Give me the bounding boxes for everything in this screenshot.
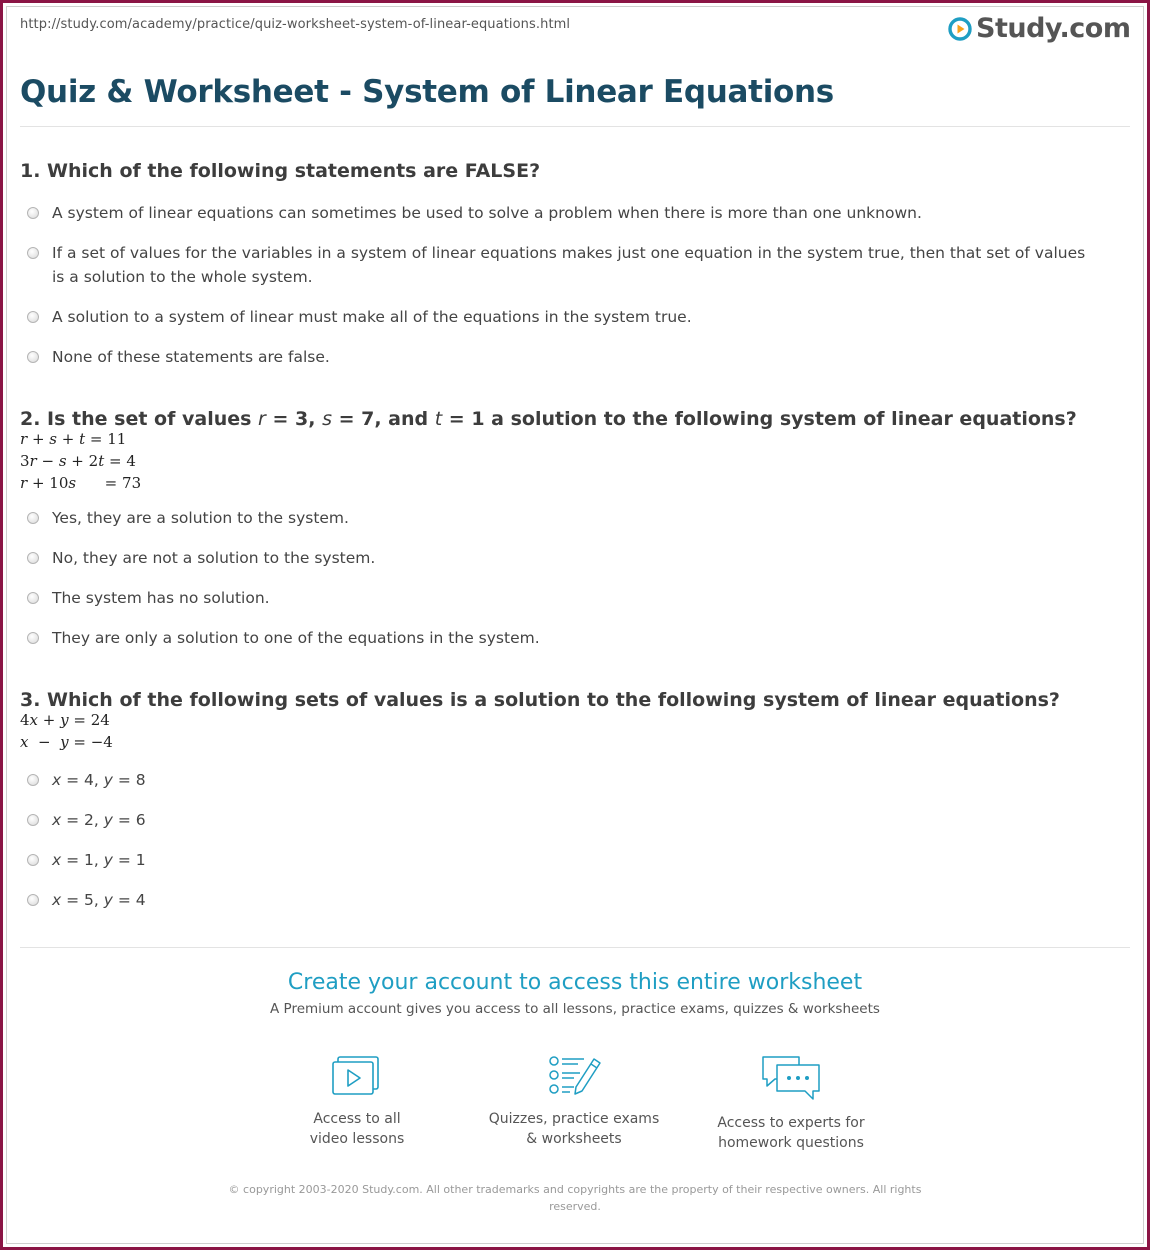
- play-circle-icon: [948, 17, 972, 41]
- q1-option-1[interactable]: [27, 201, 1102, 225]
- option-label: If a set of values for the variables in a system of linear equations makes just one equation in the system true, then that set of values is a solution to the whole system.: [52, 244, 1086, 286]
- option-label: x = 4, y = 8: [52, 771, 146, 789]
- q2-equation-1: r + s + t = 11: [20, 430, 127, 448]
- cta-create-account-link[interactable]: Create your account to access this entire worksheet: [287, 970, 863, 995]
- radio-button[interactable]: [27, 311, 39, 323]
- q2-equation-2: 3r − s + 2t = 4: [20, 452, 136, 470]
- q1-option-4[interactable]: [27, 345, 1102, 369]
- cta-subtitle: A Premium account gives you access to all lessons, practice exams, quizzes & worksheets: [270, 1001, 880, 1017]
- feature-label-line1: Access to experts for: [717, 1115, 865, 1131]
- q1-option-3[interactable]: [27, 305, 1102, 329]
- option-label: x = 5, y = 4: [52, 891, 146, 909]
- q3-equation-1: 4x + y = 24: [20, 711, 110, 729]
- option-label: None of these statements are false.: [52, 348, 330, 366]
- feature-label-line2: homework questions: [718, 1135, 864, 1151]
- copyright-text: © copyright 2003-2020 Study.com. All other trademarks and copyrights are the property of their respective owners. All rights reserved.: [228, 1183, 922, 1213]
- feature-label-line1: Quizzes, practice exams: [488, 1111, 660, 1127]
- radio-button[interactable]: [27, 894, 39, 906]
- feature-label-line2: video lessons: [309, 1131, 405, 1147]
- question-2-text: 2. Is the set of values r = 3, s = 7, and t = 1 a solution to the following system of linear equations?: [20, 408, 1077, 430]
- option-label: A solution to a system of linear must make all of the equations in the system true.: [52, 308, 692, 326]
- q3-option-2[interactable]: [27, 808, 1102, 832]
- q2-option-4[interactable]: [27, 626, 1102, 650]
- q3-option-4[interactable]: [27, 888, 1102, 912]
- logo-text: Study.com: [976, 13, 1131, 44]
- page-title: Quiz & Worksheet - System of Linear Equations: [20, 74, 834, 110]
- radio-button[interactable]: [27, 854, 39, 866]
- option-label: Yes, they are a solution to the system.: [52, 509, 349, 527]
- page-url: http://study.com/academy/practice/quiz-worksheet-system-of-linear-equations.html: [20, 17, 571, 32]
- radio-button[interactable]: [27, 247, 39, 259]
- radio-button[interactable]: [27, 552, 39, 564]
- q2-option-3[interactable]: [27, 586, 1102, 610]
- q2-option-2[interactable]: [27, 546, 1102, 570]
- question-3-text: 3. Which of the following sets of values is a solution to the following system of linear equations?: [20, 689, 1060, 711]
- option-label: The system has no solution.: [52, 589, 270, 607]
- q2-option-1[interactable]: [27, 506, 1102, 530]
- feature-quizzes: [474, 1053, 674, 1149]
- q3-option-1[interactable]: [27, 768, 1102, 792]
- radio-button[interactable]: [27, 351, 39, 363]
- q3-equation-2: x − y = −4: [20, 733, 113, 751]
- divider: [20, 947, 1130, 948]
- radio-button[interactable]: [27, 592, 39, 604]
- chat-bubbles-icon: [759, 1053, 823, 1103]
- question-1-text: 1. Which of the following statements are FALSE?: [20, 160, 541, 182]
- option-label: They are only a solution to one of the equations in the system.: [52, 629, 540, 647]
- option-label: x = 2, y = 6: [52, 811, 146, 829]
- q3-option-3[interactable]: [27, 848, 1102, 872]
- option-label: A system of linear equations can sometimes be used to solve a problem when there is more than one unknown.: [52, 204, 922, 222]
- study-logo[interactable]: [948, 14, 1130, 44]
- radio-button[interactable]: [27, 814, 39, 826]
- option-label: x = 1, y = 1: [52, 851, 146, 869]
- option-label: No, they are not a solution to the system.: [52, 549, 376, 567]
- radio-button[interactable]: [27, 512, 39, 524]
- feature-experts: [691, 1053, 891, 1153]
- q2-equation-3: r + 10s = 73: [20, 474, 142, 492]
- radio-button[interactable]: [27, 632, 39, 644]
- feature-label-line1: Access to all: [313, 1111, 401, 1127]
- divider: [20, 126, 1130, 127]
- feature-label-line2: & worksheets: [526, 1131, 622, 1147]
- feature-video-lessons: [257, 1053, 457, 1149]
- quiz-checklist-icon: [544, 1053, 604, 1099]
- q1-option-2[interactable]: [27, 241, 1102, 289]
- radio-button[interactable]: [27, 207, 39, 219]
- radio-button[interactable]: [27, 774, 39, 786]
- video-lessons-icon: [330, 1053, 384, 1099]
